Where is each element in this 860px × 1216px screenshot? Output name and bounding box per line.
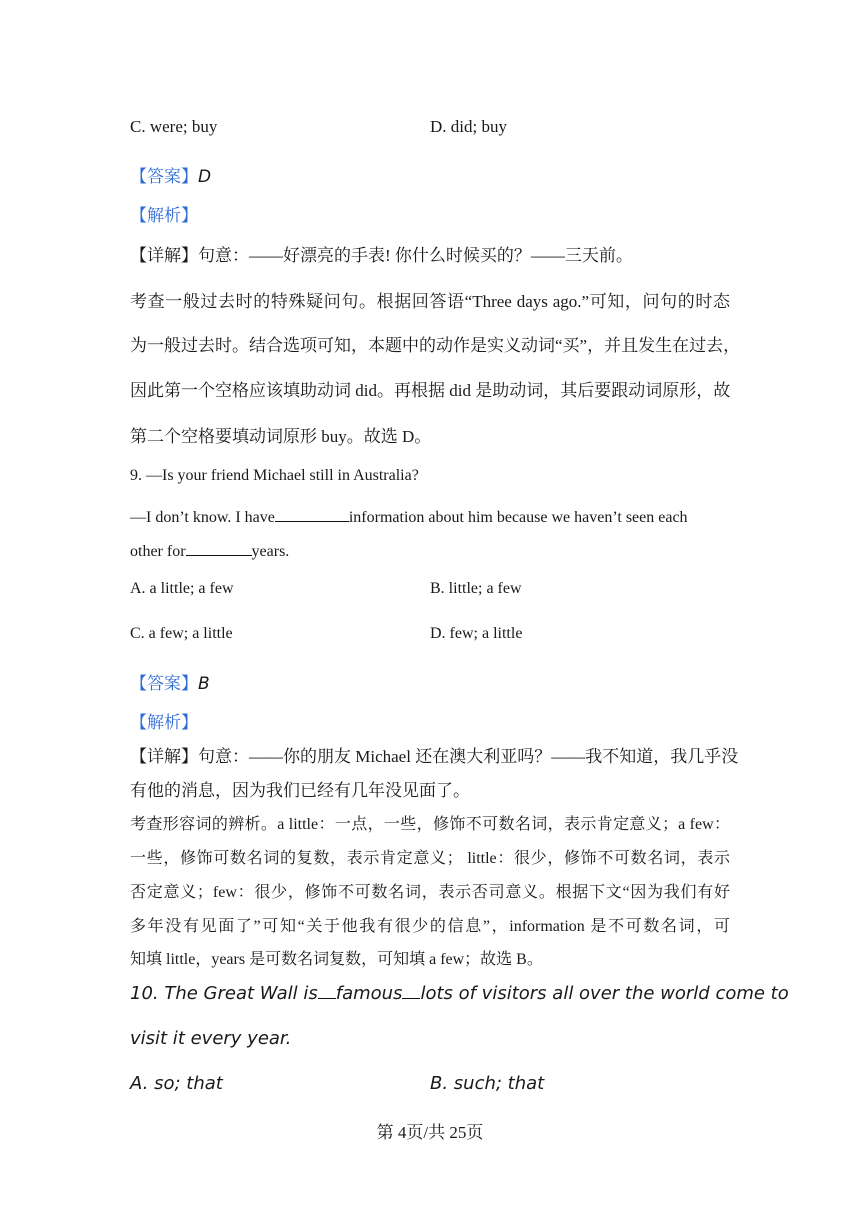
q10-line1-end: lots of visitors all over the world come to [420, 983, 789, 1004]
q9-line2-start: —I don’t know. I have [130, 509, 275, 526]
q9-detail-1 [130, 742, 738, 767]
q8-explain-2: 为一般过去时。结合选项可知，本题中的动作是实义动词“买”，并且发生在过去， [130, 336, 741, 355]
q8-option-d: D. did; buy [430, 117, 507, 136]
q8-explain-4: 第二个空格要填动词原形 buy。故选 D。 [130, 427, 432, 446]
q9-question: 9. —Is your friend Michael still in Australia? [130, 467, 419, 484]
q9-option-b: B. little; a few [430, 580, 522, 597]
q9-explain-2: 一些，修饰可数名词的复数，表示肯定意义； little：很少，修饰不可数名词，表示 [130, 850, 730, 867]
q9-answer [130, 669, 210, 694]
blank-1 [275, 507, 349, 522]
q9-explain-3: 否定意义；few：很少，修饰不可数名词，表示否司意义。根据下文“因为我们有好 [130, 884, 730, 901]
q9-explain-4: 多年没有见面了”可知“关于他我有很少的信息”，information 是不可数名词，可 [130, 918, 730, 935]
q9-line3-end: years. [251, 543, 290, 560]
q8-analysis-tag: 【解析】 [130, 206, 198, 225]
q8-explain-3: 因此第一个空格应该填助动词 did。再根据 did 是助动词，其后要跟动词原形，故 [130, 381, 731, 400]
detail-tag: 【详解】 [130, 747, 198, 766]
blank-3 [318, 983, 336, 999]
q10-line1 [130, 983, 789, 1004]
detail-text: 句意：——你的朋友 Michael 还在澳大利亚吗？——我不知道，我几乎没 [198, 747, 739, 766]
answer-value: B [198, 674, 210, 694]
q8-answer [130, 162, 211, 187]
q9-line2 [130, 507, 688, 527]
q8-detail [130, 241, 633, 266]
q10-option-a: A. so; that [130, 1073, 223, 1094]
blank-2 [186, 541, 252, 556]
q9-analysis-tag: 【解析】 [130, 713, 198, 732]
q9-option-d: D. few; a little [430, 625, 523, 642]
q8-explain-1: 考查一般过去时的特殊疑问句。根据回答语“Three days ago.”可知，问句的时态 [130, 292, 730, 311]
q10-line1-mid: famous [335, 983, 403, 1004]
q9-explain-5: 知填 little，years 是可数名词复数，可知填 a few；故选 B。 [130, 951, 543, 968]
q9-line3 [130, 541, 289, 561]
answer-value: D [198, 167, 212, 187]
q10-line2: visit it every year. [130, 1028, 292, 1049]
q9-detail-2: 有他的消息，因为我们已经有几年没见面了。 [130, 781, 470, 800]
q10-line1-start: 10. The Great Wall is [130, 983, 318, 1004]
q9-option-a: A. a little; a few [130, 580, 234, 597]
detail-tag: 【详解】 [130, 246, 198, 265]
q10-option-b: B. such; that [430, 1073, 545, 1094]
q9-explain-1: 考查形容词的辨析。a little：一点，一些，修饰不可数名词，表示肯定意义；a few： [130, 816, 730, 833]
q9-line2-end: information about him because we haven’t seen each [348, 509, 688, 526]
detail-text: 句意：——好漂亮的手表! 你什么时候买的？——三天前。 [198, 246, 633, 265]
answer-tag: 【答案】 [130, 167, 198, 186]
q9-line3-start: other for [130, 543, 186, 560]
blank-4 [402, 983, 420, 999]
q8-option-c: C. were; buy [130, 117, 218, 136]
answer-tag: 【答案】 [130, 674, 198, 693]
page-footer: 第 4页/共 25页 [376, 1123, 484, 1142]
q9-option-c: C. a few; a little [130, 625, 233, 642]
